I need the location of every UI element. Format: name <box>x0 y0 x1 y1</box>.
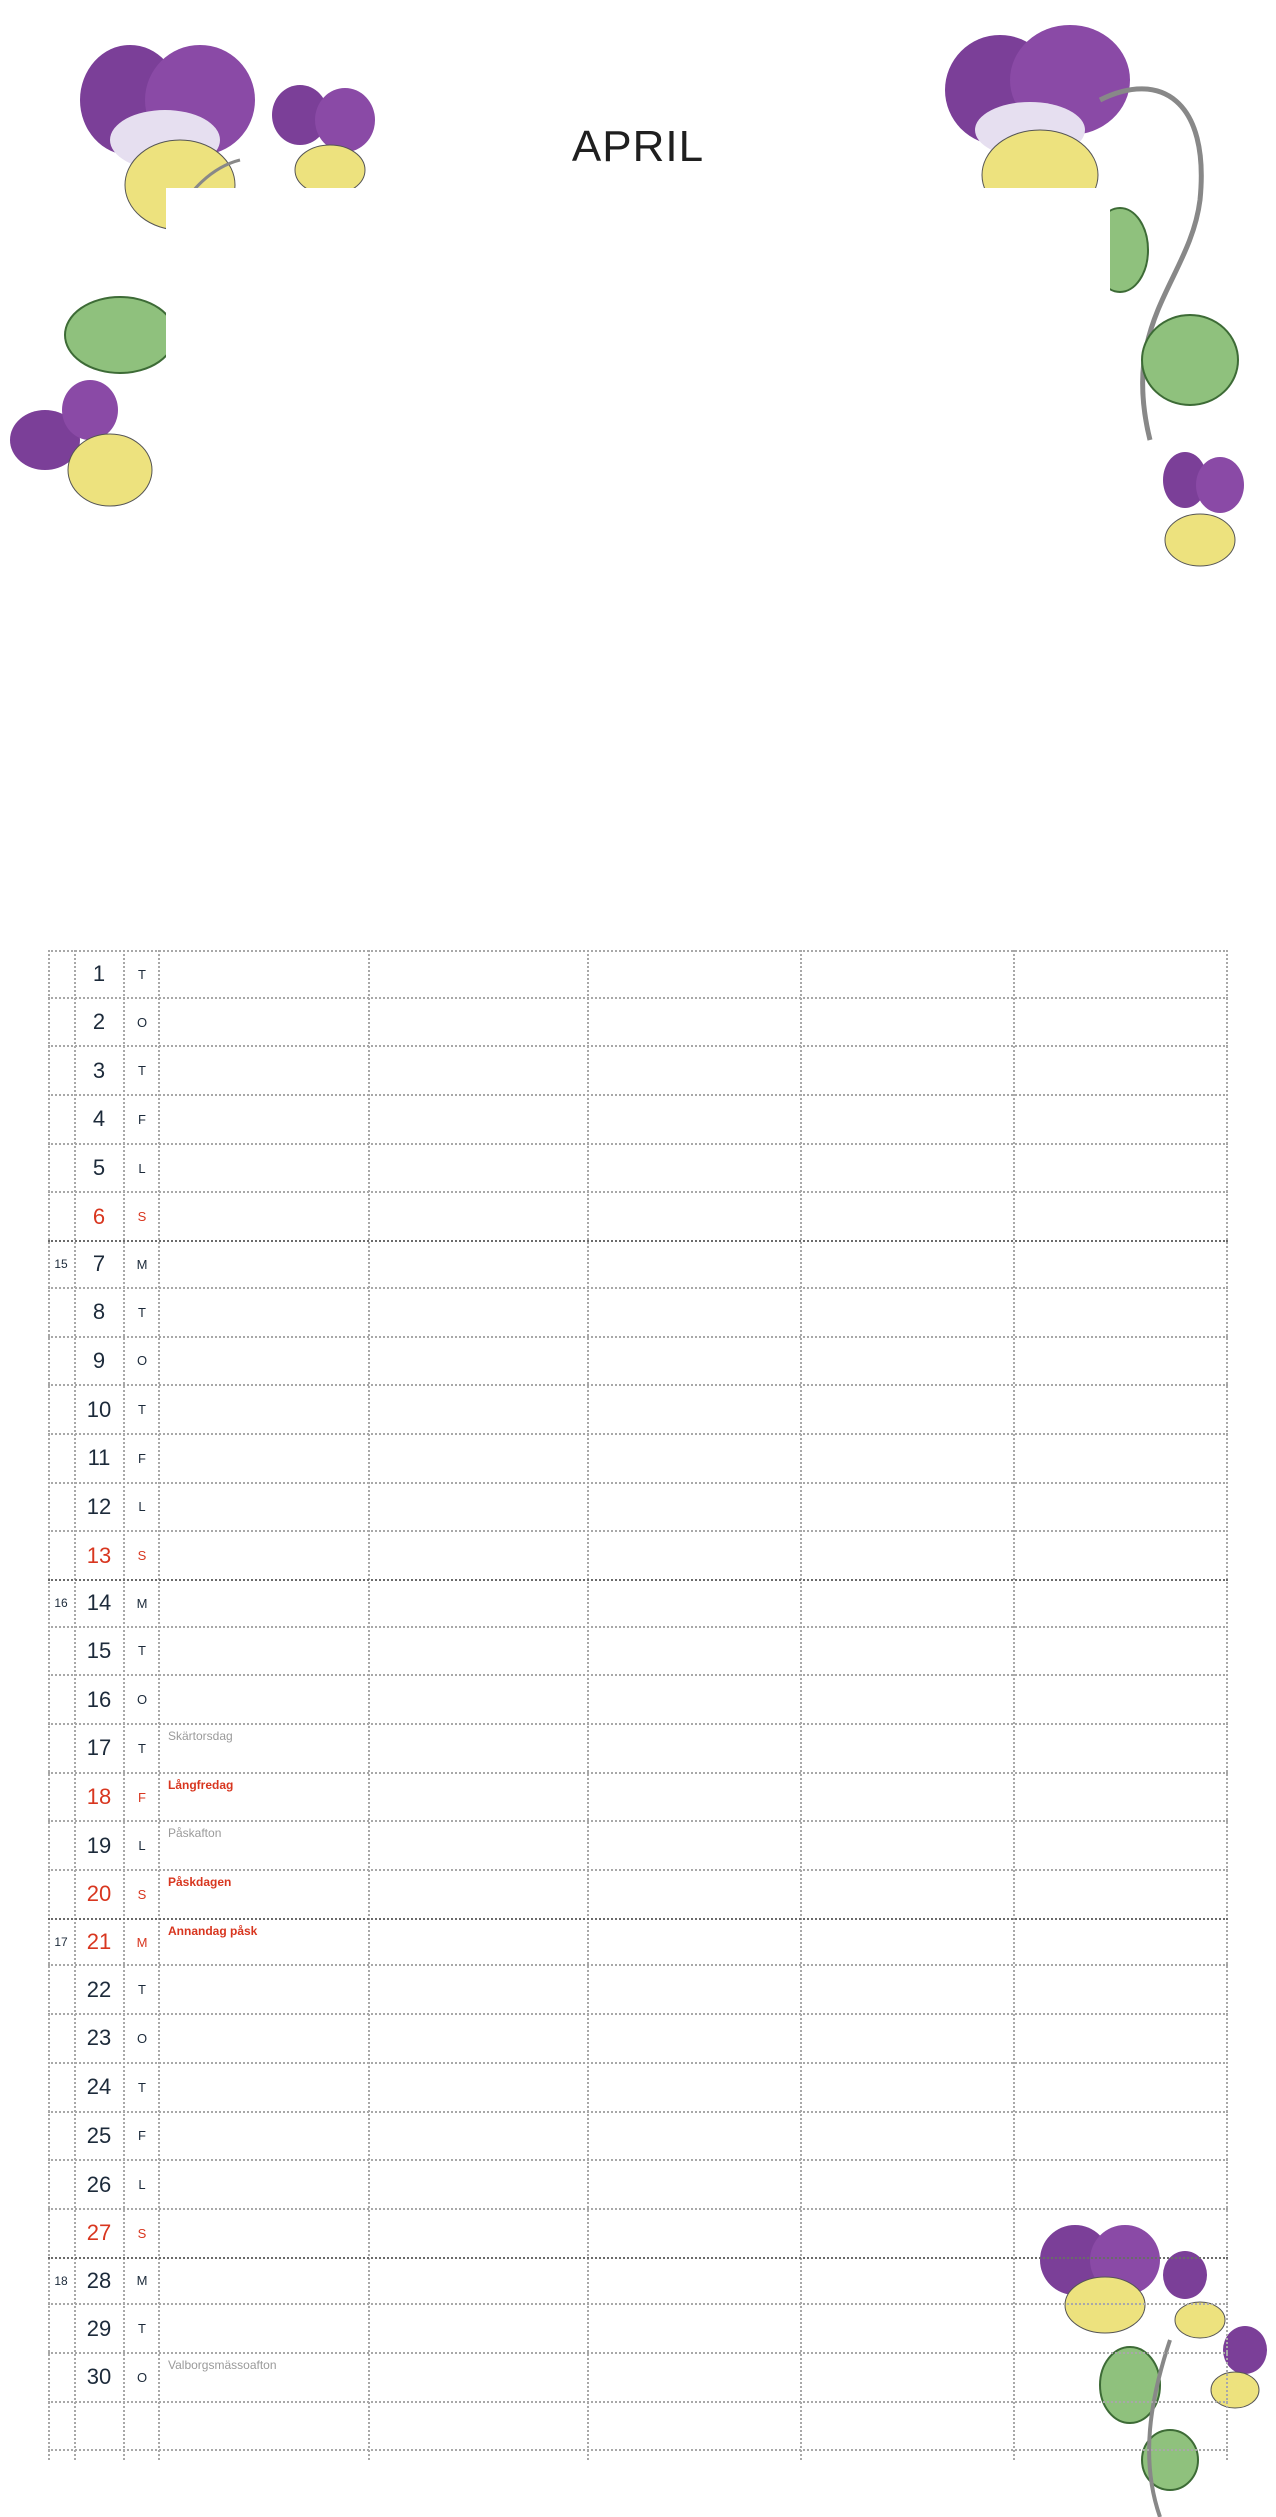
weekday-letter: T <box>138 2321 146 2337</box>
holiday-label: Annandag påsk <box>168 1923 258 1938</box>
calendar-row[interactable] <box>48 1871 1228 1920</box>
weekday-letter: T <box>138 1063 146 1079</box>
week-number <box>48 2161 74 2208</box>
week-number <box>48 2210 74 2257</box>
week-number <box>48 1484 74 1531</box>
calendar-row[interactable] <box>48 1918 1228 1967</box>
calendar-row[interactable] <box>48 1047 1228 1096</box>
day-number: 26 <box>86 2171 112 2197</box>
day-number: 27 <box>86 2220 112 2246</box>
day-number: 29 <box>86 2315 112 2341</box>
week-number <box>48 2305 74 2352</box>
day-number: 10 <box>86 1396 112 1422</box>
day-number: 14 <box>86 1590 112 1616</box>
weekday-letter: F <box>138 1111 146 1127</box>
day-number: 3 <box>92 1057 106 1083</box>
week-number <box>48 999 74 1046</box>
weekday-letter: T <box>138 966 146 982</box>
holiday-label: Påskafton <box>168 1826 222 1841</box>
calendar-row[interactable] <box>48 2403 1228 2452</box>
day-number: 20 <box>86 1881 112 1907</box>
week-number <box>48 1676 74 1723</box>
weekday-letter: T <box>138 1982 146 1998</box>
week-number <box>48 1532 74 1579</box>
calendar-row[interactable] <box>48 2257 1228 2306</box>
weekday-letter: S <box>137 1548 147 1564</box>
week-number <box>48 2403 74 2450</box>
week-number <box>48 2354 74 2401</box>
calendar-row[interactable] <box>48 1676 1228 1725</box>
month-title: APRIL <box>571 122 705 171</box>
weekday-letter <box>124 2403 160 2450</box>
weekday-letter: S <box>137 1886 147 1902</box>
week-number <box>48 1822 74 1869</box>
calendar-row[interactable] <box>48 1774 1228 1823</box>
week-number <box>48 952 74 997</box>
calendar-grid <box>48 950 1228 2451</box>
day-number: 11 <box>87 1445 111 1471</box>
calendar-row[interactable] <box>48 1725 1228 1774</box>
week-number <box>48 1435 74 1482</box>
weekday-letter: O <box>136 1692 148 1708</box>
weekday-letter: F <box>138 1450 146 1466</box>
calendar-row[interactable] <box>48 1628 1228 1677</box>
day-number: 16 <box>86 1686 112 1712</box>
weekday-letter: O <box>136 2030 148 2046</box>
week-number: 15 <box>54 1257 68 1272</box>
day-number: 7 <box>92 1251 106 1277</box>
week-number <box>48 1725 74 1772</box>
day-number: 24 <box>86 2074 112 2100</box>
weekday-letter: F <box>138 1789 146 1805</box>
week-number <box>48 1871 74 1918</box>
day-number: 1 <box>92 961 106 987</box>
calendar-row[interactable] <box>48 1484 1228 1533</box>
week-number: 17 <box>54 1935 68 1950</box>
weekday-letter: F <box>138 2128 146 2144</box>
week-number <box>48 1774 74 1821</box>
calendar-row[interactable] <box>48 1338 1228 1387</box>
calendar-row[interactable] <box>48 950 1228 999</box>
photo-area <box>166 188 1110 888</box>
holiday-label: Påskdagen <box>168 1875 232 1890</box>
day-number: 8 <box>92 1299 106 1325</box>
week-number <box>48 2015 74 2062</box>
weekday-letter: T <box>138 1402 146 1418</box>
week-number <box>48 1096 74 1143</box>
day-number <box>75 2403 123 2450</box>
calendar-row[interactable] <box>48 1966 1228 2015</box>
weekday-letter: T <box>138 1304 146 1320</box>
week-number: 18 <box>54 2273 68 2288</box>
weekday-letter: S <box>137 1209 147 1225</box>
weekday-letter: L <box>138 1499 146 1515</box>
day-number: 2 <box>92 1009 106 1035</box>
calendar-row[interactable] <box>48 2354 1228 2403</box>
weekday-letter: M <box>136 2273 148 2289</box>
calendar-row[interactable] <box>48 2015 1228 2064</box>
weekday-letter: M <box>136 1595 148 1611</box>
holiday-label: Långfredag <box>168 1777 234 1792</box>
day-number: 23 <box>86 2025 112 2051</box>
weekday-letter: S <box>137 2225 147 2241</box>
week-number <box>48 2113 74 2160</box>
calendar-row[interactable] <box>48 1096 1228 1145</box>
weekday-letter: M <box>136 1256 148 1272</box>
day-number: 21 <box>86 1929 112 1955</box>
calendar-row[interactable] <box>48 1240 1228 1289</box>
weekday-letter: L <box>138 1838 146 1854</box>
week-number <box>48 1966 74 2013</box>
calendar-row[interactable] <box>48 2305 1228 2354</box>
day-number: 19 <box>86 1832 112 1858</box>
day-number: 25 <box>86 2122 112 2148</box>
weekday-letter: T <box>138 1740 146 1756</box>
weekday-letter: M <box>136 1934 148 1950</box>
calendar-row[interactable] <box>48 999 1228 1048</box>
week-number: 16 <box>54 1596 68 1611</box>
holiday-label: Skärtorsdag <box>168 1729 233 1743</box>
day-number: 17 <box>86 1735 112 1761</box>
calendar-row[interactable] <box>48 1435 1228 1484</box>
week-number <box>48 1047 74 1094</box>
weekday-letter: O <box>136 1014 148 1030</box>
day-number: 9 <box>92 1347 106 1373</box>
day-number: 13 <box>86 1542 112 1568</box>
weekday-letter: T <box>138 1643 146 1659</box>
calendar-row[interactable] <box>48 2161 1228 2210</box>
day-number: 30 <box>86 2364 112 2390</box>
calendar-row[interactable] <box>48 2064 1228 2113</box>
day-number: 6 <box>92 1203 106 1229</box>
week-number <box>48 1338 74 1385</box>
calendar-row[interactable] <box>48 1289 1228 1338</box>
day-number: 4 <box>92 1106 106 1132</box>
day-number: 12 <box>86 1493 112 1519</box>
day-number: 22 <box>86 1976 112 2002</box>
week-number <box>48 1193 74 1240</box>
calendar-row[interactable] <box>48 1145 1228 1194</box>
week-number <box>48 1386 74 1433</box>
day-number: 28 <box>86 2267 112 2293</box>
week-number <box>48 1289 74 1336</box>
day-number: 15 <box>86 1637 112 1663</box>
calendar-row[interactable] <box>48 1532 1228 1581</box>
holiday-label: Valborgsmässoafton <box>168 2357 277 2372</box>
calendar-row[interactable] <box>48 2113 1228 2162</box>
calendar-row[interactable] <box>48 1386 1228 1435</box>
calendar-row[interactable] <box>48 2210 1228 2259</box>
calendar-row[interactable] <box>48 1193 1228 1242</box>
weekday-letter: O <box>136 2369 148 2385</box>
calendar-row[interactable] <box>48 1579 1228 1628</box>
weekday-letter: L <box>138 2177 146 2193</box>
calendar-row[interactable] <box>48 1822 1228 1871</box>
weekday-letter: O <box>136 1353 148 1369</box>
weekday-letter: L <box>138 1160 146 1176</box>
weekday-letter: T <box>138 2079 146 2095</box>
day-number: 18 <box>86 1784 112 1810</box>
week-number <box>48 2064 74 2111</box>
day-number: 5 <box>92 1155 106 1181</box>
week-number <box>48 1628 74 1675</box>
week-number <box>48 1145 74 1192</box>
